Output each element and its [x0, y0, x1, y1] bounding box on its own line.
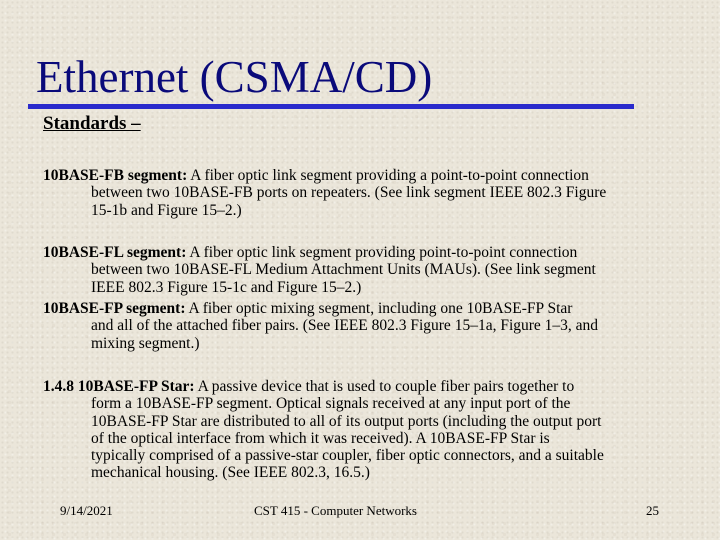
- paragraph-line: A fiber optic link segment providing point-to-point connection: [186, 244, 578, 261]
- footer-date: 9/14/2021: [60, 503, 113, 518]
- footer-page-number: 25: [646, 503, 659, 518]
- paragraph-line: between two 10BASE-FB ports on repeaters. (See link segment IEEE 802.3 Figure: [91, 184, 607, 202]
- term-10base-fp: 10BASE-FP segment:: [43, 300, 186, 317]
- paragraph-line: A fiber optic mixing segment, including one 10BASE-FP Star: [185, 300, 573, 317]
- slide-subtitle: Standards –: [43, 113, 141, 134]
- paragraph-line: of the optical interface from which it was received). A 10BASE-FP Star is: [91, 429, 550, 447]
- paragraph-10base-fb: [43, 167, 691, 219]
- term-10base-fp-star: 1.4.8 10BASE-FP Star:: [43, 378, 195, 395]
- slide-title: Ethernet (CSMA/CD): [36, 52, 433, 102]
- paragraph-10base-fp: [43, 300, 691, 352]
- paragraph-line: typically comprised of a passive-star coupler, fiber optic connectors, and a suitable: [91, 447, 604, 465]
- term-10base-fb: 10BASE-FB segment:: [43, 167, 188, 184]
- paragraph-10base-fp-star: [43, 378, 691, 482]
- paragraph-line: A fiber optic link segment providing a point-to-point connection: [187, 167, 589, 184]
- paragraph-line: 10BASE-FP Star are distributed to all of its output ports (including the output port: [91, 412, 602, 430]
- footer-course: CST 415 - Computer Networks: [254, 503, 417, 518]
- paragraph-line: mechanical housing. (See IEEE 802.3, 16.5.): [91, 464, 370, 482]
- paragraph-line: form a 10BASE-FP segment. Optical signals received at any input port of the: [91, 395, 571, 413]
- paragraph-line: A passive device that is used to couple fiber pairs together to: [194, 378, 575, 395]
- paragraph-line: and all of the attached fiber pairs. (See IEEE 802.3 Figure 15–1a, Figure 1–3, and: [91, 317, 599, 335]
- title-underline-bar: [28, 104, 634, 109]
- paragraph-line: IEEE 802.3 Figure 15-1c and Figure 15–2.): [91, 278, 362, 296]
- paragraph-line: between two 10BASE-FL Medium Attachment Units (MAUs). (See link segment: [91, 261, 596, 279]
- paragraph-line: 15-1b and Figure 15–2.): [91, 201, 242, 219]
- paragraph-10base-fl: [43, 244, 691, 296]
- paragraph-line: mixing segment.): [91, 334, 200, 352]
- term-10base-fl: 10BASE-FL segment:: [43, 244, 187, 261]
